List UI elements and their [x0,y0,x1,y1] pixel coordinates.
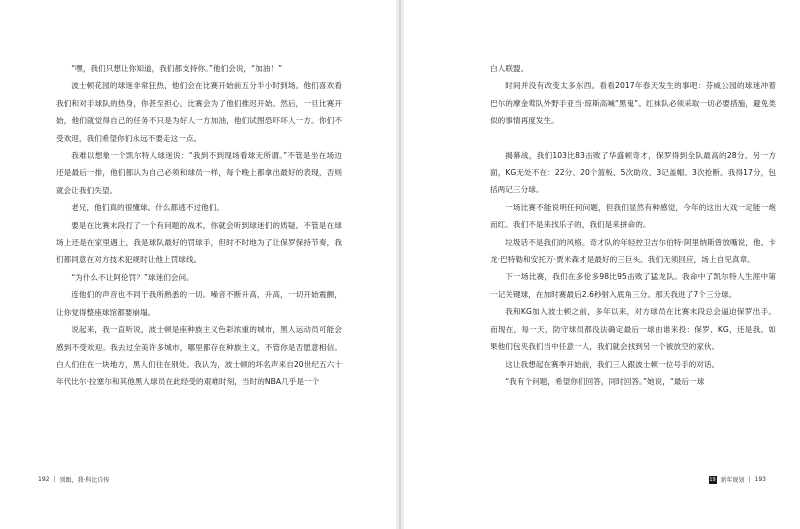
footer-separator: | [53,476,56,483]
paragraph: 我和KG加入波士顿之前，多年以来，对方球员在比赛末段总会逼迫保罗出手。而现在，每一天，防守球员都没法确定最后一球由谁来投：保罗、KG，还是我。如果他们包夹我们当中任意一人，我们就会找到另一个被放空的家伙。 [490,307,776,352]
paragraph: 揭幕战，我们103比83击败了华盛顿奇才，保罗得到全队最高的28分。另一方面，KG无处不在：22分、20个篮板、5次助攻、3记盖帽、3次抢断。我得17分，包括两记三分球。 [490,150,776,195]
left-page-footer [38,475,109,484]
paragraph: 说起来，我一直听说，波士顿是座种族主义色彩浓重的城市，黑人运动员可能会感到不受欢迎。我去过全美许多城市，哪里都存在种族主义，不管你是否愿意相信。白人们住在一块地方，黑人们住在别处。我认为，波士顿的坏名声来自20世纪五六十年代比尔·拉塞尔和其他黑人球员在此经受的艰难时刻，当时的NBA几乎是一个 [56,325,342,387]
paragraph: 垃圾话不是我们的风格。奇才队的年轻控卫吉尔伯特·阿里纳斯曾放嘴说，他、卡龙·巴特勒和安托万·贾米森才是最好的三巨头。我们无须回应，场上自见真章。 [490,237,776,265]
paragraph: 连他们的声音也不同于我所熟悉的一切。噪音不断升高，升高，一切开始震颤，让你觉得整座球馆都要崩塌。 [56,290,342,317]
paragraph: 一场比赛不能说明任何问题，但我们显然有种感觉，今年的这出大戏一定能一炮而红。我们不是来找乐子的，我们是来拼命的。 [490,202,776,230]
page-number: 192 [38,476,50,483]
book-title: 别跟，我·科比自传 [59,477,110,484]
chapter-mark-icon: 19 [709,476,716,483]
paragraph: “为什么不让阿伦罚？”球迷们会问。 [71,272,194,282]
right-page-body [490,60,776,390]
left-page [0,0,396,529]
paragraph: “嘿，我们只想让你知道，我们都支持你。”他们会说，“加油！” [71,64,283,73]
paragraph: 下一场比赛，我们在多伦多98比95击败了猛龙队。我命中了凯尔特人生涯中第一记关键球，在加时赛最后2.6秒射入底角三分。那天我进了7个三分球。 [490,272,776,299]
paragraph: 我难以想象一个凯尔特人球迷说：“我到不到现场看球无所谓。”不管是坐在场边还是最后一排，他们都认为自己必须和球员一样，每个晚上都拿出最好的表现，否则就会让我们失望。 [56,151,342,195]
page-number: 193 [754,476,766,483]
book-gutter [396,0,404,529]
paragraph: 波士顿花园的球迷非常狂热，他们会在比赛开始前五分半小时到场。他们喜欢看我们和对手球队的热身，你甚至担心，比赛会为了他们推迟开始。然后，一旦比赛开始，他们就觉得自己的任务不只是为好人一方加油，他们试图恐吓坏人一方。你们不受欢迎，我们希望你们永远不要走这一点。 [56,81,342,143]
paragraph: “我有个问题，希望你们回答，同时回答。”她说，“最后一球 [505,376,705,386]
right-page [404,0,800,529]
paragraph: 要是在比赛末段打了一个有问题的战术，你就会听到球迷们的质疑。不管是在球场上还是在家里遇上，我是球队最好的罚球手，但时不时地为了让保罗保持节奏，我们都同意在对方技术犯规时让他上罚球线。 [56,220,342,265]
paragraph: 白人联盟。 [490,64,529,73]
left-page-body [56,60,342,391]
right-page-footer [709,475,767,484]
footer-separator: | [748,476,751,483]
paragraph: 老兄，他们真的很懂球。什么都逃不过他们。 [71,203,225,213]
section-title: 新年规划 [720,477,745,484]
paragraph: 这让我想起在赛季开始前，我们三人跟波士顿一位号手的对话。 [505,359,720,369]
paragraph: 时间并没有改变太多东西。看看2017年春天发生的事吧：芬威公园的球迷冲着巴尔的摩金莺队外野手亚当·琼斯高喊“黑鬼”。红袜队必须采取一切必要措施，避免类似的事情再度发生。 [490,81,776,126]
